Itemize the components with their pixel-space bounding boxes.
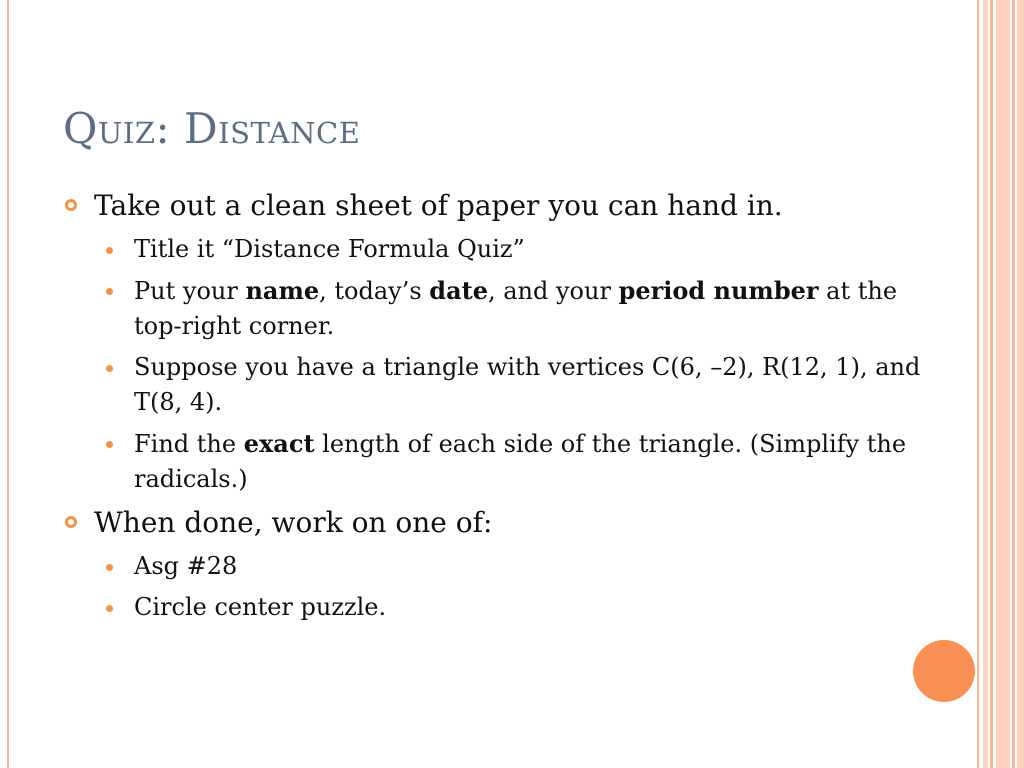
- dot-bullet-icon: [106, 247, 113, 254]
- emphasis-name: name: [245, 276, 320, 305]
- dot-bullet-icon: [106, 288, 113, 295]
- sub-bullet-text-part: Find the: [134, 430, 244, 458]
- sub-bullet-text-part: Put your: [134, 277, 246, 305]
- ring-bullet-icon: [65, 516, 77, 528]
- sub-bullet-item: [64, 549, 924, 584]
- bullet-item: [64, 503, 924, 543]
- ring-bullet-icon: [65, 199, 77, 211]
- sub-bullet-text-part: at the top-right corner.: [134, 277, 898, 340]
- decorative-circle: [913, 640, 975, 702]
- dot-bullet-icon: [106, 605, 113, 612]
- bullet-text: Take out a clean sheet of paper you can hand in.: [94, 189, 783, 222]
- sub-bullet-item: [64, 273, 924, 344]
- sub-bullet-text: Suppose you have a triangle with vertices C(6, –2), R(12, 1), and T(8, 4).: [134, 353, 921, 416]
- bullet-item: [64, 186, 924, 226]
- left-border-line: [7, 0, 9, 768]
- emphasis-period-number: period number: [618, 276, 819, 305]
- sub-bullet-text: Circle center puzzle.: [134, 593, 387, 621]
- right-stripe: [983, 0, 988, 768]
- dot-bullet-icon: [106, 564, 113, 571]
- right-stripe: [977, 0, 979, 768]
- sub-bullet-text: Asg #28: [134, 552, 238, 580]
- sub-bullet-item: [64, 426, 924, 497]
- right-stripe: [990, 0, 993, 768]
- emphasis-exact: exact: [243, 429, 315, 458]
- sub-bullet-text-part: , today’s: [319, 277, 430, 305]
- bullet-text: When done, work on one of:: [94, 506, 493, 539]
- dot-bullet-icon: [106, 441, 113, 448]
- sub-bullet-item: [64, 232, 924, 267]
- right-stripe: [1017, 0, 1024, 768]
- sub-bullet-text-part: length of each side of the triangle. (Simplify the radicals.): [134, 430, 907, 493]
- sub-bullet-text: Title it “Distance Formula Quiz”: [134, 235, 525, 263]
- slide-content: [64, 186, 924, 631]
- sub-bullet-item: [64, 590, 924, 625]
- right-stripe: [996, 0, 1010, 768]
- emphasis-date: date: [429, 276, 488, 305]
- sub-bullet-text-part: , and your: [487, 277, 619, 305]
- sub-bullet-item: [64, 350, 924, 420]
- right-stripe: [1012, 0, 1015, 768]
- dot-bullet-icon: [106, 365, 113, 372]
- slide-title: Quiz: Distance: [63, 104, 361, 153]
